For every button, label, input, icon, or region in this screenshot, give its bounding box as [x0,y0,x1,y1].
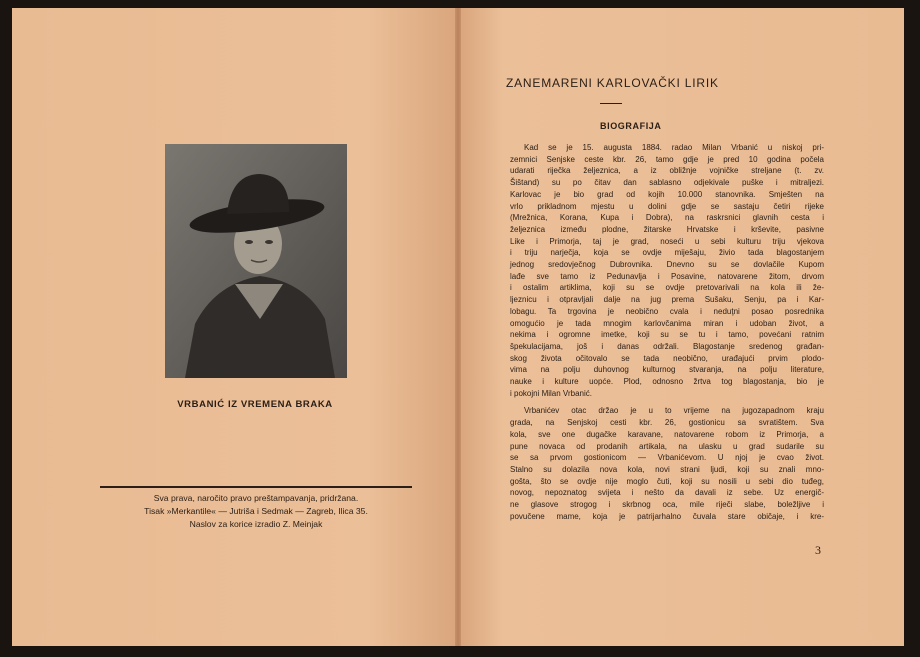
chapter-title: ZANEMARENI KARLOVAČKI LIRIK [506,76,719,90]
biography-text [510,142,824,523]
text-line: lobagu. Ta trgovina je neobično cvala i neduţni posao posrednika [510,306,824,316]
photo-caption: VRBANIĆ IZ VREMENA BRAKA [177,399,333,410]
text-line: i ostalim artiklima, koji su se ovdje pretovarivali na kola ili že- [510,283,824,293]
page-number: 3 [815,543,821,557]
text-line: špekulacijama, još i danas održali. Blagostanje sredenog građan- [510,341,824,351]
title-rule [600,103,622,104]
paragraph-1 [510,142,824,399]
text-line: kola, sve one dugačke karavane, natovarene robom iz Primorja, a [510,429,824,439]
imprint-line: Tisak »Merkantile« — Jutriša i Sedmak — Zagreb, Ilica 35. [144,506,368,516]
text-line: vrlo prikladnom mjestu u dolini gdje se sastaju četiri rijeke [510,201,824,211]
imprint-line: Sva prava, naročito pravo preštampavanja, pridržana. [153,493,359,503]
text-line: se sa prvom gostionicom — Vrbanićevom. U njoj je cvao život. [510,453,824,463]
text-line: nekima i ogromne imetke, koji su se tu i tamo, povećani ratnim [510,330,824,340]
text-line: lađe sve tamo iz Pedunavlja i Posavine, natovarene žitom, drvom [510,271,824,281]
text-line: i triju narječja, koja se ovdje miješaju, živio tada blagostanjem [510,248,824,258]
paragraph-2 [510,405,824,522]
section-title: BIOGRAFIJA [600,121,662,131]
text-line: Kad se je 15. augusta 1884. radao Milan Vrbanić u niskoj pri- [524,143,824,152]
text-line: zemnici Senjske ceste kbr. 26, tamo gdje je pred 10 godina počela [510,154,824,164]
text-line: povučene mame, koja je patrijarhalno čuvala stare običaje, i kre- [510,511,824,521]
text-line: Karlovac je bio grad od kojih 10.000 stanovnika. Smješten na [510,189,824,199]
text-line: gošta, što se ovdje nije moglo čuti, koji su nosili u sebi dio tuđeg, [510,476,824,486]
text-line: novog, nepoznatog svijeta i nešto da davali iz sebe. Uz energič- [510,488,824,498]
book-gutter [455,8,461,646]
text-line: jednog sredovječnog Dubrovnika. Dnevno su se dovlačile Kupom [510,260,824,270]
imprint-line: Naslov za korice izradio Z. Meinjak [189,519,323,529]
text-line: Šištand) su po čitav dan sablasno odjekivale puške i mitraljezi. [510,178,824,188]
text-line: udarati riječka željeznica, a iz obližnje vojničke streljane (t. zv. [510,166,824,176]
text-line: grada, na Senjskoj cesti kbr. 26, gostionicu sa svratištem. Sva [510,418,824,428]
text-line: ljeznicu i otpravljali dalje na jug prema Sušaku, Senju, pa i Kar- [510,295,824,305]
text-line: Like i Primorja, taj je grad, noseći u sebi kulturu triju vjekova [510,236,824,246]
text-line: (Mrežnica, Korana, Kupa i Dobra), na raskrsnici glavnih cesta i [510,213,824,223]
text-line: skog života očitovalo se tada neobično, urađajući prvim plodo- [510,353,824,363]
text-line: željeznica između plodne, žitarske Hrvatske i krševite, pasivne [510,224,824,234]
text-line: pune novaca od prodanih artikala, na ulasku u grad sudarile su [510,441,824,451]
text-line: ne glasove strogog i skrbnog oca, mile riječi slabe, boležljive i [510,500,824,510]
text-line: i pokojni Milan Vrbanić. [510,388,592,398]
text-line: vima na polju duhovnog kulturnog stvaranja, na polju literature, [510,365,824,375]
text-line: Stalno su dolazila nova kola, novi strani ljudi, koji su znali mno- [510,464,824,474]
text-line: Vrbanićev otac držao je u to vrijeme na jugozapadnom kraju [524,406,824,416]
imprint-rule [100,486,412,488]
text-line: omogućio je tada mnogim karlovčanima miran i udoban život, a [510,318,824,328]
imprint-block [96,492,416,531]
text-line: nauke i kulture uopće. Plod, odnosno žrtva tog blagostanja, bio je [510,377,824,387]
portrait-photo [165,144,347,378]
